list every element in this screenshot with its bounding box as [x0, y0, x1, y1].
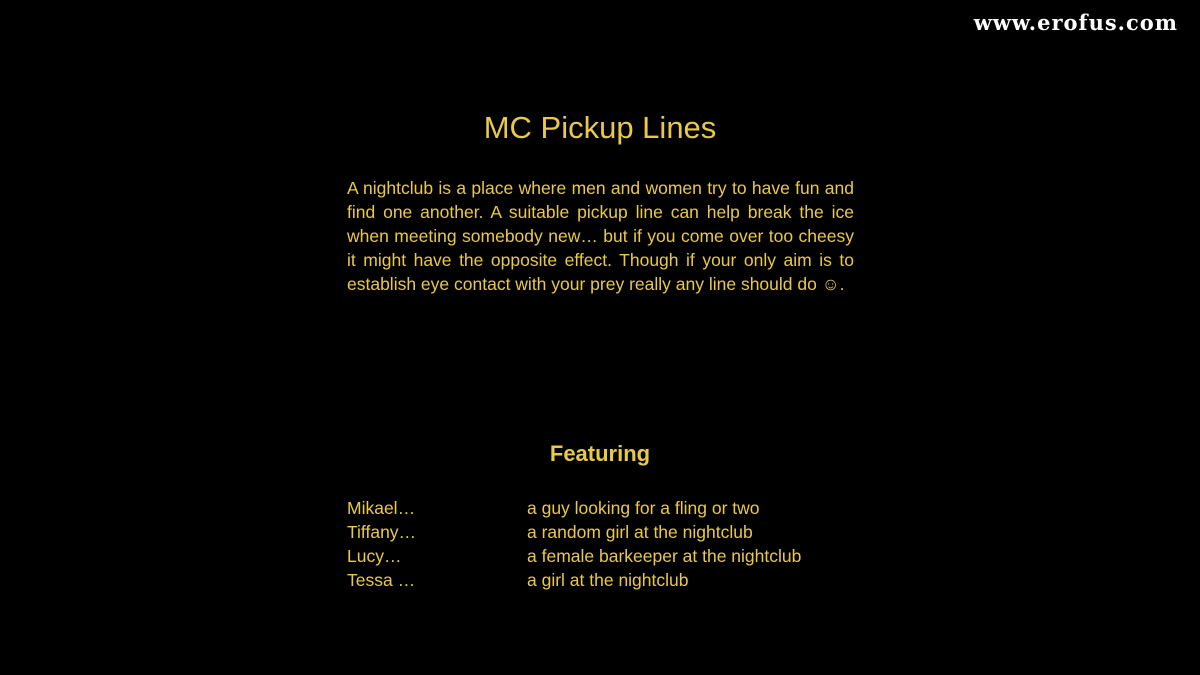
- cast-description: a random girl at the nightclub: [527, 522, 753, 542]
- intro-paragraph: A nightclub is a place where men and women try to have fun and find one another. A suitable pickup line can help break the ice when meeting somebody new… but if you come over too cheesy it might have the opposite effect. Though if your only aim is to establish eye contact with your prey really any line should do ☺.: [347, 178, 854, 294]
- cast-row-lucy: [347, 544, 867, 568]
- cast-row-tessa: [347, 568, 867, 592]
- featuring-heading: Featuring: [549, 441, 651, 466]
- cast-name: Tiffany…: [347, 522, 417, 542]
- watermark: www.erofus.com: [973, 10, 1178, 35]
- cast-description: a girl at the nightclub: [527, 570, 689, 590]
- cast-row-tiffany: [347, 520, 867, 544]
- cast-list: [347, 496, 867, 592]
- cast-description: a guy looking for a fling or two: [527, 498, 760, 518]
- cast-name: Lucy…: [347, 546, 402, 566]
- cast-name: Mikael…: [347, 498, 416, 518]
- page-title: MC Pickup Lines: [483, 110, 717, 145]
- cast-description: a female barkeeper at the nightclub: [527, 546, 802, 566]
- cast-name: Tessa …: [347, 570, 416, 590]
- cast-row-mikael: [347, 496, 867, 520]
